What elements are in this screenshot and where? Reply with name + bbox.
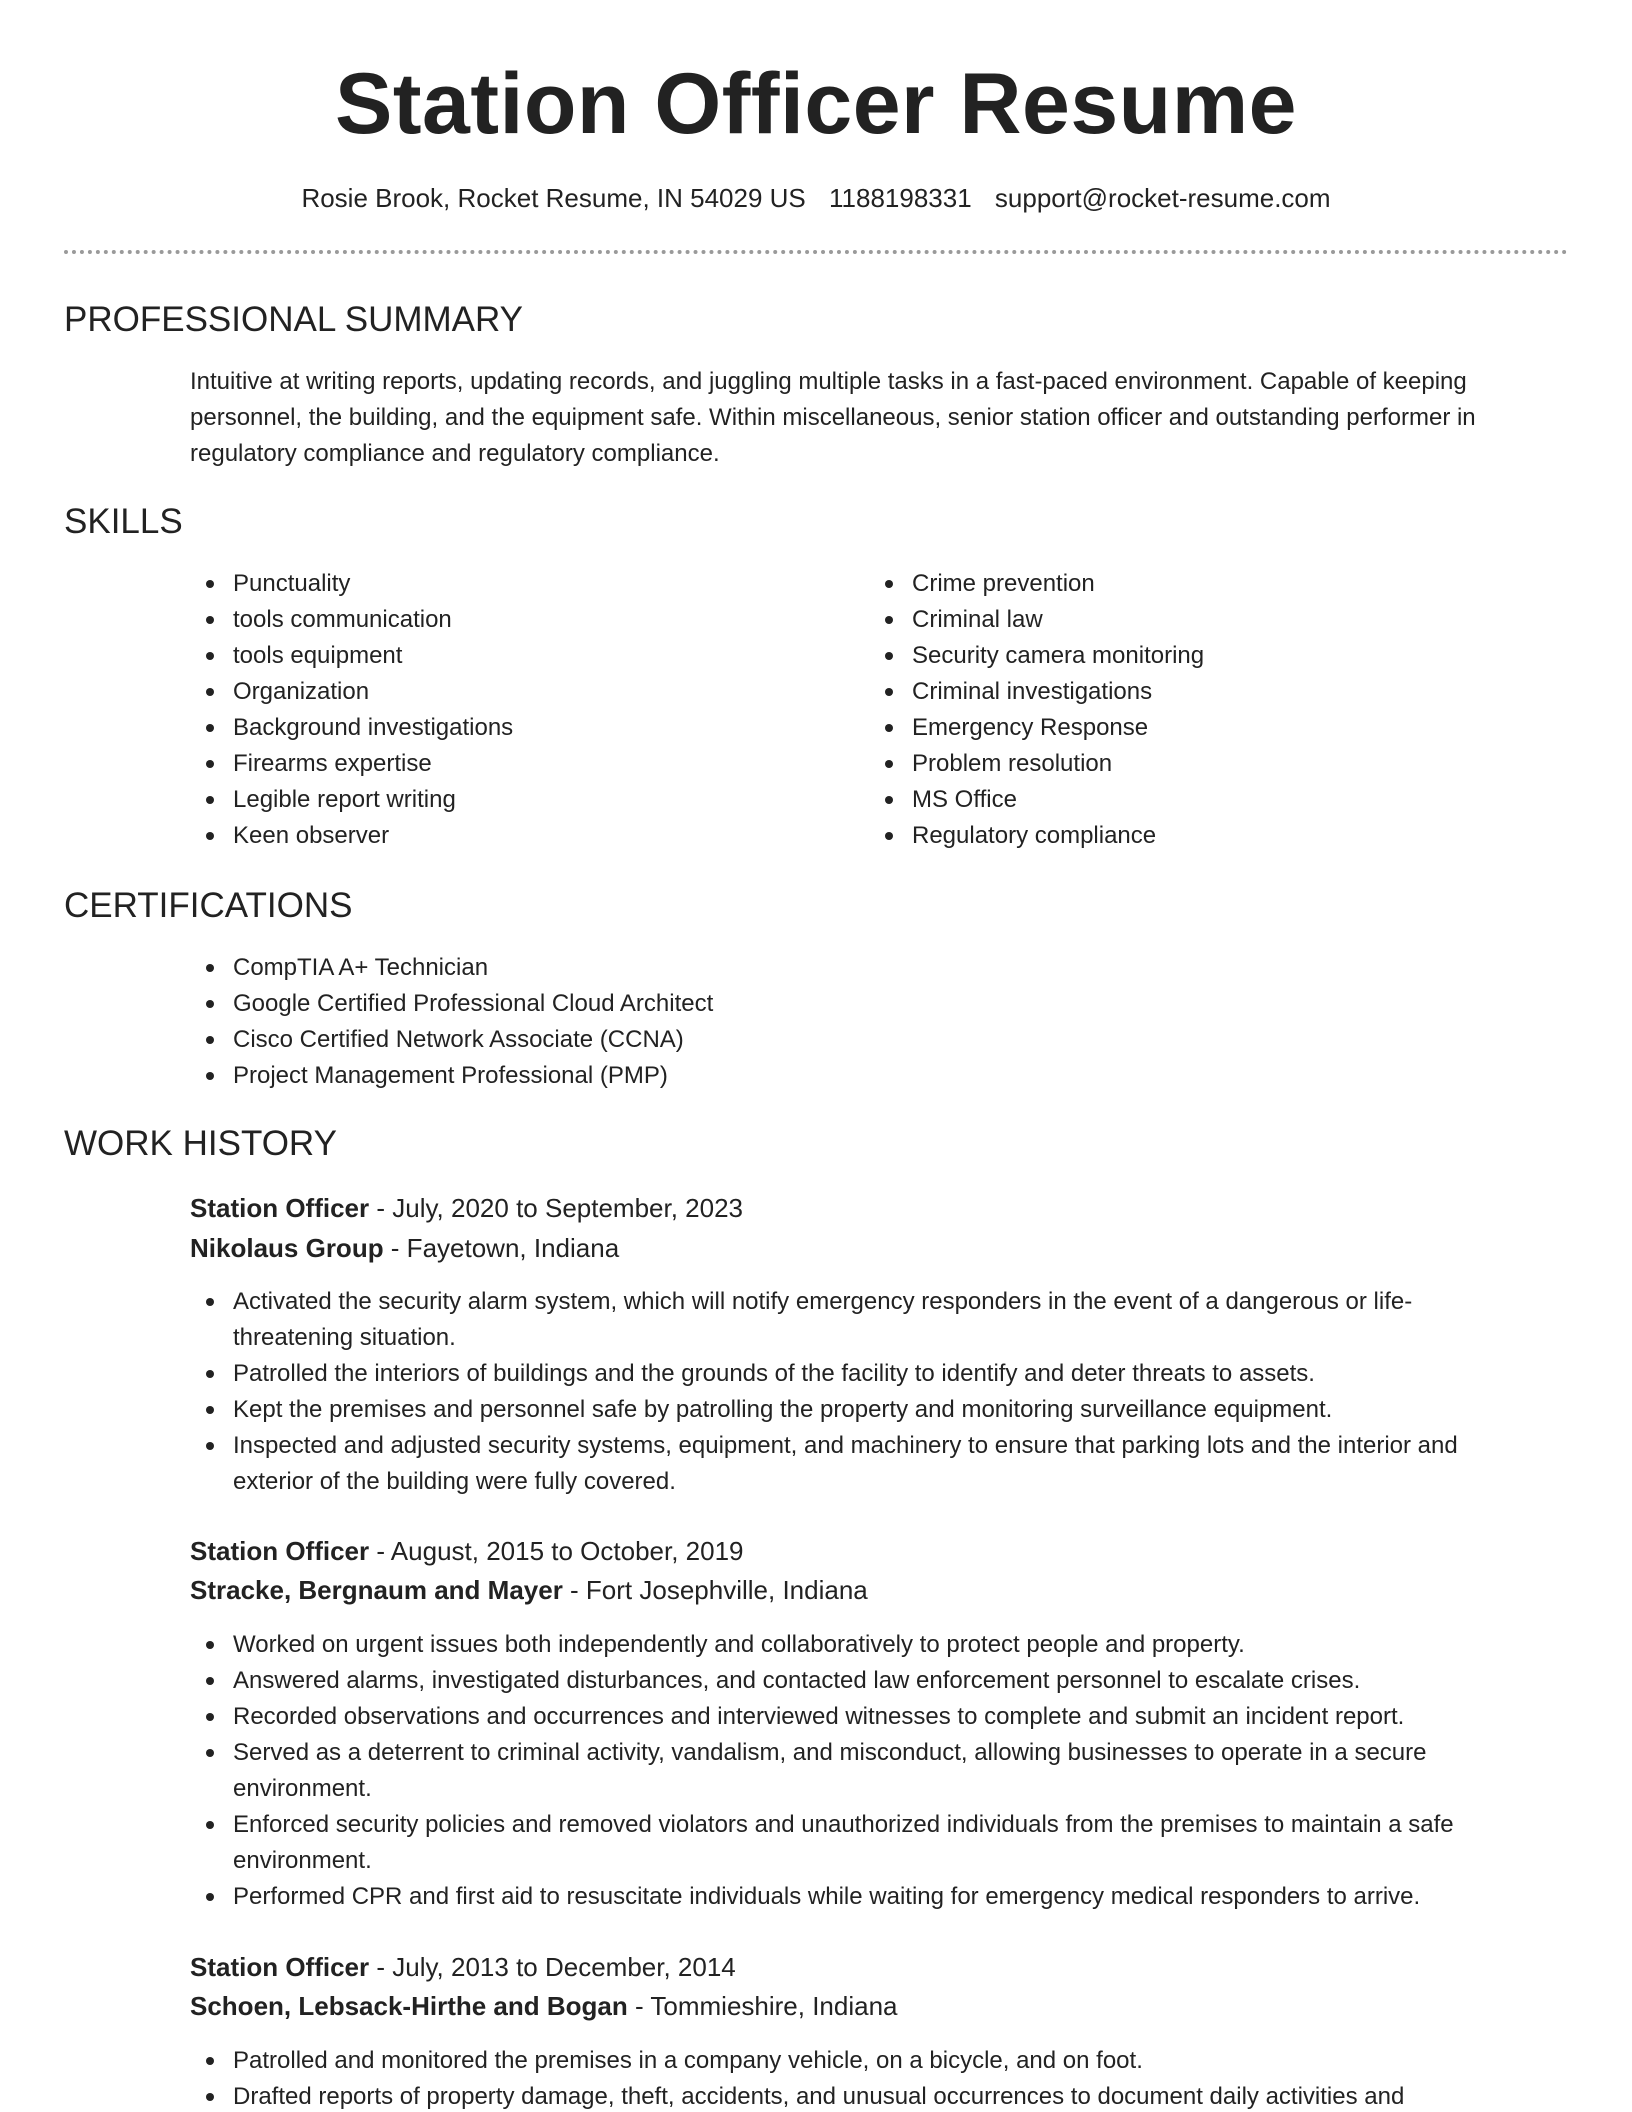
job-company: Nikolaus Group — [190, 1233, 384, 1263]
job-dates: - July, 2013 to December, 2014 — [369, 1952, 736, 1982]
skill-item: Criminal law — [869, 602, 1489, 638]
skill-item: Punctuality — [190, 566, 810, 602]
certifications-list — [190, 950, 1490, 1094]
job-company-line — [190, 1230, 619, 1266]
job-bullets — [190, 1284, 1520, 1500]
job-bullet: Patrolled the interiors of buildings and the grounds of the facility to identify and deter threats to assets. — [190, 1356, 1520, 1392]
summary-heading: PROFESSIONAL SUMMARY — [64, 300, 523, 339]
skills-heading: SKILLS — [64, 502, 183, 541]
job-company: Schoen, Lebsack-Hirthe and Bogan — [190, 1991, 628, 2021]
job-bullet: Served as a deterrent to criminal activity, vandalism, and misconduct, allowing businesses to operate in a secure environment. — [190, 1735, 1520, 1807]
job-title: Station Officer — [190, 1193, 370, 1223]
certification-item: Cisco Certified Network Associate (CCNA) — [190, 1022, 1490, 1058]
summary-text: Intuitive at writing reports, updating records, and juggling multiple tasks in a fast-paced environment. Capable of keeping personnel, the building, and the equipment safe. Within miscellaneous, senior station officer and outstanding performer in regulatory compliance and regulatory compliance. — [190, 368, 1476, 467]
skill-item: Keen observer — [190, 818, 810, 854]
header-divider — [64, 250, 1568, 254]
job-title: Station Officer — [190, 1952, 370, 1982]
job-bullet: Performed CPR and first aid to resuscitate individuals while waiting for emergency medical responders to arrive. — [190, 1879, 1520, 1915]
job-bullets — [190, 2043, 1520, 2112]
job-company: Stracke, Bergnaum and Mayer — [190, 1575, 563, 1605]
work-history-heading: WORK HISTORY — [64, 1124, 337, 1163]
job-title-line — [190, 1190, 743, 1226]
resume-title: Station Officer Resume — [335, 56, 1297, 152]
job-bullet: Worked on urgent issues both independently and collaboratively to protect people and property. — [190, 1627, 1520, 1663]
job-company-line — [190, 1572, 868, 1608]
job-bullet: Enforced security policies and removed violators and unauthorized individuals from the premises to maintain a safe environment. — [190, 1807, 1520, 1879]
job-bullet: Answered alarms, investigated disturbances, and contacted law enforcement personnel to escalate crises. — [190, 1663, 1520, 1699]
certification-item: Project Management Professional (PMP) — [190, 1058, 1490, 1094]
contact-phone: 1188198331 — [829, 183, 972, 213]
job-title-line — [190, 1533, 744, 1569]
job-dates: - July, 2020 to September, 2023 — [369, 1193, 744, 1223]
job-bullet: Kept the premises and personnel safe by patrolling the property and monitoring surveillance equipment. — [190, 1392, 1520, 1428]
job-bullet: Activated the security alarm system, which will notify emergency responders in the event of a dangerous or life-threatening situation. — [190, 1284, 1520, 1356]
job-location: - Tommieshire, Indiana — [627, 1991, 898, 2021]
job-title-line — [190, 1949, 736, 1985]
skill-item: Criminal investigations — [869, 674, 1489, 710]
certification-item: CompTIA A+ Technician — [190, 950, 1490, 986]
skills-list-right — [869, 566, 1489, 854]
job-bullet: Recorded observations and occurrences and interviewed witnesses to complete and submit an incident report. — [190, 1699, 1520, 1735]
job-bullets — [190, 1627, 1520, 1915]
skill-item: Legible report writing — [190, 782, 810, 818]
skill-item: Security camera monitoring — [869, 638, 1489, 674]
job-bullet: Inspected and adjusted security systems, equipment, and machinery to ensure that parking lots and the interior and exterior of the building were fully covered. — [190, 1428, 1520, 1500]
certification-item: Google Certified Professional Cloud Architect — [190, 986, 1490, 1022]
skill-item: Crime prevention — [869, 566, 1489, 602]
skill-item: Emergency Response — [869, 710, 1489, 746]
skill-item: Organization — [190, 674, 810, 710]
skill-item: tools communication — [190, 602, 810, 638]
skill-item: Firearms expertise — [190, 746, 810, 782]
skill-item: Regulatory compliance — [869, 818, 1489, 854]
contact-address: Rosie Brook, Rocket Resume, IN 54029 US — [301, 183, 806, 213]
skill-item: tools equipment — [190, 638, 810, 674]
skill-item: MS Office — [869, 782, 1489, 818]
skill-item: Problem resolution — [869, 746, 1489, 782]
job-title: Station Officer — [190, 1536, 370, 1566]
job-bullet: Drafted reports of property damage, theft, accidents, and unusual occurrences to document daily activities and — [190, 2079, 1520, 2112]
certifications-heading: CERTIFICATIONS — [64, 886, 353, 925]
job-location: - Fayetown, Indiana — [383, 1233, 620, 1263]
skills-list-left — [190, 566, 810, 854]
contact-email: support@rocket-resume.com — [994, 183, 1331, 213]
job-dates: - August, 2015 to October, 2019 — [369, 1536, 744, 1566]
job-bullet: Patrolled and monitored the premises in a company vehicle, on a bicycle, and on foot. — [190, 2043, 1520, 2079]
skill-item: Background investigations — [190, 710, 810, 746]
job-location: - Fort Josephville, Indiana — [562, 1575, 868, 1605]
job-company-line — [190, 1988, 898, 2024]
contact-line — [0, 180, 1632, 216]
